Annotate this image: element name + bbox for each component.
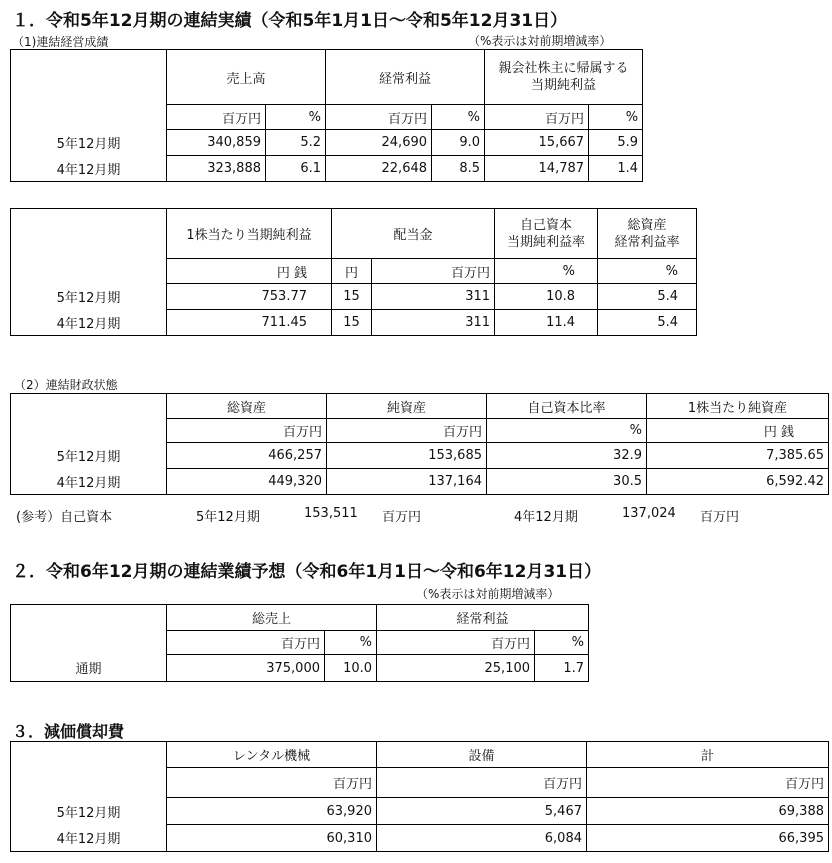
unit-cell: 百万円: [167, 105, 266, 130]
table-row: [11, 655, 589, 682]
header-roe-line2: 当期純利益率: [507, 234, 586, 250]
unit-cell: %: [535, 631, 589, 655]
header-roe: [495, 209, 598, 259]
table-row: [11, 825, 829, 852]
section2-note: （%表示は対前期増減率）: [416, 587, 560, 601]
table-row: [11, 798, 829, 825]
operating-results-table: [10, 49, 643, 182]
value-cell: 10.8: [495, 284, 598, 310]
value-cell: 449,320: [167, 469, 327, 495]
section2-title: ２．令和6年12月期の連結業績予想（令和6年1月1日～令和6年12月31日）: [12, 562, 602, 582]
reference-p2-unit: 百万円: [700, 510, 740, 525]
forecast-table: [10, 604, 589, 682]
table-row: [11, 443, 829, 469]
row-label: 5年12月期: [11, 443, 167, 469]
reference-p1-unit: 百万円: [382, 510, 422, 525]
table-corner: [11, 209, 167, 259]
sub1-label: （1)連結経営成績: [12, 35, 109, 49]
unit-cell: 百万円: [327, 419, 487, 443]
value-cell: 24,690: [326, 130, 432, 156]
row-label: 5年12月期: [11, 284, 167, 310]
financial-position-table: [10, 393, 829, 495]
value-cell: 5.4: [598, 284, 697, 310]
header-net-income-line1: 親会社株主に帰属する: [498, 61, 629, 76]
value-cell: 5.2: [266, 130, 326, 156]
unit-cell: 百万円: [377, 768, 587, 798]
header-total-sales: 総売上: [167, 605, 377, 631]
header-net-income-line2: 当期純利益: [531, 78, 597, 93]
table-row: [11, 469, 829, 495]
section1-title: １．令和5年12月期の連結実績（令和5年1月1日～令和5年12月31日）: [12, 11, 568, 31]
header-total-assets: 総資産: [167, 394, 327, 419]
header-equity-ratio: 自己資本比率: [487, 394, 647, 419]
value-cell: 15: [332, 310, 372, 336]
value-cell: 5.4: [598, 310, 697, 336]
table-corner: [11, 605, 167, 631]
header-roe-line1: 自己資本: [520, 217, 573, 233]
value-cell: 466,257: [167, 443, 327, 469]
unit-cell: %: [266, 105, 326, 130]
value-cell: 6,084: [377, 825, 587, 852]
value-cell: 753.77: [167, 284, 332, 310]
header-roa-line1: 総資産: [627, 217, 667, 233]
value-cell: 5,467: [377, 798, 587, 825]
reference-p2-value: 137,024: [622, 506, 676, 521]
row-label: 4年12月期: [11, 156, 167, 182]
unit-cell: 百万円: [167, 419, 327, 443]
value-cell: 14,787: [485, 156, 589, 182]
value-cell: 375,000: [167, 655, 325, 682]
value-cell: 22,648: [326, 156, 432, 182]
header-bps: 1株当たり純資産: [647, 394, 829, 419]
row-label: 4年12月期: [11, 310, 167, 336]
row-label: 4年12月期: [11, 469, 167, 495]
header-ordinary-profit: 経常利益: [326, 50, 485, 105]
header-ordinary-profit: 経常利益: [377, 605, 589, 631]
header-rental-machines: レンタル機械: [167, 742, 377, 768]
value-cell: 1.7: [535, 655, 589, 682]
row-label: 通期: [11, 655, 167, 682]
unit-cell: 百万円: [377, 631, 535, 655]
reference-p1-value: 153,511: [304, 506, 358, 521]
value-cell: 69,388: [587, 798, 829, 825]
unit-cell: 百万円: [326, 105, 432, 130]
value-cell: 9.0: [432, 130, 485, 156]
sub1-note: （%表示は対前期増減率）: [468, 34, 612, 48]
unit-cell: 百万円: [587, 768, 829, 798]
reference-p2-label: 4年12月期: [514, 510, 578, 525]
table-row: [11, 156, 643, 182]
row-label: 4年12月期: [11, 825, 167, 852]
depreciation-table: [10, 741, 829, 852]
value-cell: 311: [372, 310, 495, 336]
value-cell: 1.4: [589, 156, 643, 182]
unit-cell: 円: [332, 259, 372, 284]
value-cell: 311: [372, 284, 495, 310]
value-cell: 60,310: [167, 825, 377, 852]
value-cell: 32.9: [487, 443, 647, 469]
reference-label: (参考）自己資本: [16, 510, 113, 525]
row-label: 5年12月期: [11, 130, 167, 156]
unit-cell: 円 銭: [167, 259, 332, 284]
value-cell: 10.0: [325, 655, 377, 682]
reference-p1-label: 5年12月期: [196, 510, 260, 525]
header-equipment: 設備: [377, 742, 587, 768]
per-share-table: [10, 208, 697, 336]
unit-cell: 円 銭: [647, 419, 829, 443]
value-cell: 7,385.65: [647, 443, 829, 469]
unit-cell: %: [432, 105, 485, 130]
value-cell: 30.5: [487, 469, 647, 495]
table-corner: [11, 50, 167, 105]
header-roa-line2: 経常利益率: [614, 234, 680, 250]
unit-cell: %: [589, 105, 643, 130]
header-net-income: [485, 50, 643, 105]
value-cell: 323,888: [167, 156, 266, 182]
value-cell: 153,685: [327, 443, 487, 469]
value-cell: 25,100: [377, 655, 535, 682]
sub2-label: （2）連結財政状態: [14, 378, 118, 392]
value-cell: 6,592.42: [647, 469, 829, 495]
table-row: [11, 284, 697, 310]
value-cell: 137,164: [327, 469, 487, 495]
header-sales: 売上高: [167, 50, 326, 105]
value-cell: 66,395: [587, 825, 829, 852]
header-net-assets: 純資産: [327, 394, 487, 419]
header-dividend: 配当金: [332, 209, 495, 259]
value-cell: 15: [332, 284, 372, 310]
unit-cell: 百万円: [372, 259, 495, 284]
row-label: 5年12月期: [11, 798, 167, 825]
value-cell: 8.5: [432, 156, 485, 182]
unit-cell: %: [495, 259, 598, 284]
value-cell: 6.1: [266, 156, 326, 182]
value-cell: 63,920: [167, 798, 377, 825]
table-row: [11, 130, 643, 156]
header-roa: [598, 209, 697, 259]
header-eps: 1株当たり当期純利益: [167, 209, 332, 259]
table-corner: [11, 394, 167, 419]
value-cell: 5.9: [589, 130, 643, 156]
unit-cell: 百万円: [167, 768, 377, 798]
unit-cell: 百万円: [167, 631, 325, 655]
value-cell: 711.45: [167, 310, 332, 336]
unit-cell: %: [325, 631, 377, 655]
section3-title: ３．減価償却費: [12, 722, 125, 741]
value-cell: 11.4: [495, 310, 598, 336]
table-row: [11, 310, 697, 336]
unit-cell: 百万円: [485, 105, 589, 130]
value-cell: 340,859: [167, 130, 266, 156]
header-total: 計: [587, 742, 829, 768]
table-corner: [11, 742, 167, 768]
unit-cell: %: [487, 419, 647, 443]
unit-cell: %: [598, 259, 697, 284]
value-cell: 15,667: [485, 130, 589, 156]
